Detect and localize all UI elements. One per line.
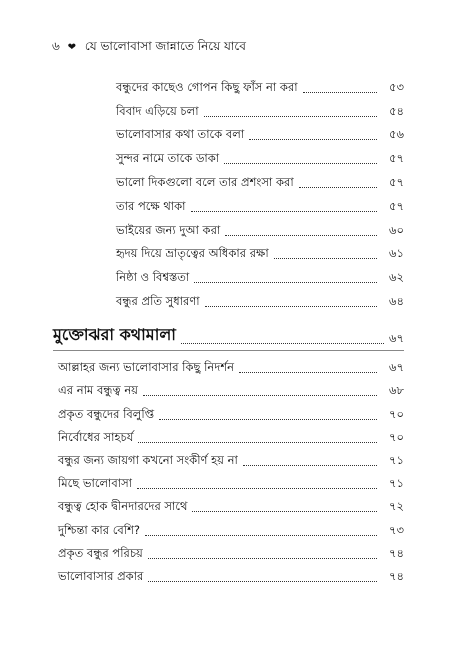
toc-list-section (58, 355, 404, 587)
toc-entry[interactable]: নির্বোধের সাহচর্য ৭০ (58, 425, 404, 448)
dot-leader (148, 581, 377, 582)
toc-page-number: ৭০ (389, 406, 404, 421)
toc-page-number: ৫৭ (389, 151, 404, 166)
section-heading[interactable] (53, 327, 404, 349)
toc-entry[interactable]: প্রকৃত বন্ধুদের বিলুপ্তি ৭০ (58, 401, 404, 424)
toc-page-number: ৭০ (389, 429, 404, 444)
toc-entry[interactable]: বন্ধুত্ব হোক দ্বীনদারদের সাথে ৭২ (58, 494, 404, 517)
toc-list-continued (116, 74, 404, 312)
toc-page-number: ৬২ (389, 270, 404, 285)
dot-leader (204, 116, 377, 117)
running-header (52, 38, 246, 58)
dot-leader (225, 235, 377, 236)
page-number: ৬ (52, 39, 60, 53)
dot-leader (181, 343, 384, 344)
toc-entry[interactable]: আল্লাহর জন্য ভালোবাসার কিছু নিদর্শন ৬৭ (58, 355, 404, 378)
heart-icon: ❤ (67, 42, 77, 53)
dot-leader (205, 306, 377, 307)
toc-entry[interactable]: বন্ধুর প্রতি সুধারণা ৬৪ (116, 288, 404, 312)
toc-entry[interactable]: বন্ধুদের কাছেও গোপন কিছু ফাঁস না করা ৫৩ (116, 74, 404, 98)
dot-leader (224, 163, 377, 164)
toc-entry[interactable]: বন্ধুর জন্য জায়গা কখনো সংকীর্ণ হয় না ৭১ (58, 448, 404, 471)
section-title: মুক্তোঝরা কথামালা (53, 325, 176, 344)
dot-leader (249, 139, 377, 140)
dot-leader (145, 535, 377, 536)
toc-entry[interactable]: বিবাদ এড়িয়ে চলা ৫৪ (116, 98, 404, 122)
toc-page-number: ৭৪ (389, 568, 404, 583)
toc-entry[interactable]: সুন্দর নামে তাকে ডাকা ৫৭ (116, 145, 404, 169)
toc-page-number: ৬১ (389, 246, 404, 261)
dot-leader (192, 511, 377, 512)
toc-page-number: ৫৭ (389, 174, 404, 189)
toc-entry[interactable]: তার পক্ষে থাকা ৫৭ (116, 193, 404, 217)
toc-page-number: ৫৩ (389, 79, 404, 94)
toc-page-number: ৬৪ (389, 293, 404, 308)
toc-entry[interactable]: দুশ্চিন্তা কার বেশি? ৭৩ (58, 517, 404, 540)
toc-entry[interactable]: ভালো দিকগুলো বলে তার প্রশংসা করা ৫৭ (116, 169, 404, 193)
toc-page-number: ৬৭ (389, 360, 404, 375)
dot-leader (243, 465, 377, 466)
dot-leader (143, 395, 377, 396)
book-title: যে ভালোবাসা জান্নাতে নিয়ে যাবে (84, 39, 246, 53)
section-divider (53, 350, 404, 351)
dot-leader (137, 488, 377, 489)
dot-leader (138, 442, 377, 443)
dot-leader (299, 187, 377, 188)
dot-leader (159, 419, 377, 420)
toc-page-number: ৫৬ (389, 127, 404, 142)
section-page-number: ৬৭ (389, 331, 404, 345)
toc-page-number: ৫৭ (389, 198, 404, 213)
toc-page-number: ৭৩ (389, 522, 404, 537)
toc-page-number: ৫৪ (389, 103, 404, 118)
dot-leader (303, 92, 377, 93)
dot-leader (274, 258, 377, 259)
dot-leader (194, 282, 377, 283)
dot-leader (191, 211, 377, 212)
toc-page-number: ৭৪ (389, 545, 404, 560)
toc-page-number: ৭১ (389, 452, 404, 467)
toc-entry[interactable]: এর নাম বন্ধুত্ব নয় ৬৮ (58, 378, 404, 401)
toc-page-number: ৭১ (389, 476, 404, 491)
dot-leader (239, 372, 377, 373)
toc-entry[interactable]: হৃদয় দিয়ে ভ্রাতৃত্বের অধিকার রক্ষা ৬১ (116, 241, 404, 265)
toc-entry[interactable]: ভাইয়ের জন্য দুআ করা ৬০ (116, 217, 404, 241)
toc-entry[interactable]: মিছে ভালোবাসা ৭১ (58, 471, 404, 494)
toc-entry[interactable]: প্রকৃত বন্ধুর পরিচয় ৭৪ (58, 541, 404, 564)
toc-entry[interactable]: ভালোবাসার কথা তাকে বলা ৫৬ (116, 122, 404, 146)
dot-leader (148, 558, 377, 559)
toc-entry[interactable]: ভালোবাসার প্রকার ৭৪ (58, 564, 404, 587)
toc-entry[interactable]: নিষ্ঠা ও বিশ্বস্ততা ৬২ (116, 264, 404, 288)
toc-page-number: ৬০ (389, 222, 404, 237)
toc-page-number: ৭২ (389, 499, 404, 514)
toc-page-number: ৬৮ (389, 383, 404, 398)
